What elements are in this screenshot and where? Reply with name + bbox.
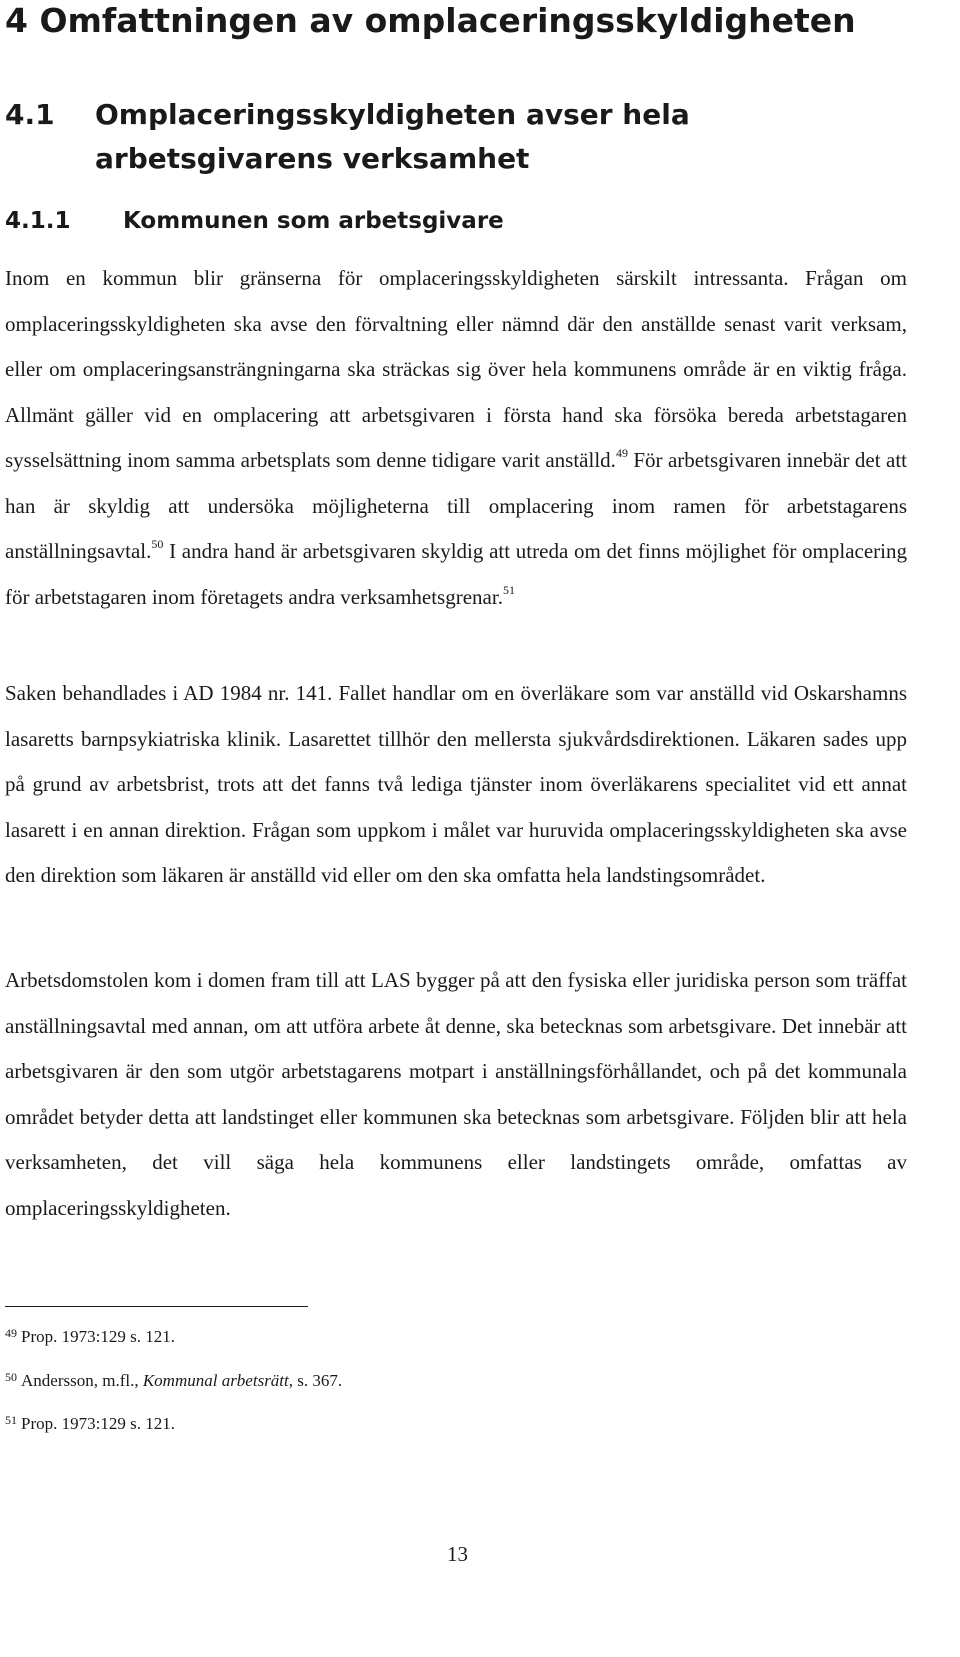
footnote-number: 50 — [5, 1370, 17, 1384]
footnote-ref-49: 49 — [615, 446, 628, 460]
body-paragraph-2: Saken behandlades i AD 1984 nr. 141. Fallet handlar om en överläkare som var anställd vid Oskarshamns lasaretts barnpsykiatriska klinik. Lasarettet tillhör den mellersta sjukvårdsdirektionen. Läkaren sades upp på grund av arbetsbrist, trots att det fanns två lediga tjänster inom överläkarens specialitet vid ett annat lasarett i en annan direktion. Frågan som uppkom i målet var huruvida omplaceringsskyldigheten ska avse den direktion som läkaren är anställd vid eller om den ska omfatta hela landstingsområdet. — [5, 681, 907, 887]
footnote-ref-50: 50 — [151, 537, 164, 551]
footnote-text: Prop. 1973:129 s. 121. — [21, 1327, 175, 1346]
footnote-ref-51: 51 — [502, 582, 515, 597]
chapter-heading: 4 Omfattningen av omplaceringsskyldigheten — [5, 1, 856, 40]
subsection-title: Kommunen som arbetsgivare — [123, 208, 504, 234]
subsection-number: 4.1.1 — [5, 208, 71, 234]
footnote-number: 49 — [5, 1326, 17, 1340]
body-paragraph-3: Arbetsdomstolen kom i domen fram till att LAS bygger på att den fysiska eller juridiska person som träffat anställningsavtal med annan, om att utföra arbete åt denne, ska betecknas som arbetsgivare. Det innebär att arbetsgivaren är den som utgör arbetstagarens motpart i anställningsförhållandet, och på det kommunala området betyder detta att landstinget eller kommunen ska betecknas som arbetsgivare. Följden blir att hela verksamheten, det vill säga hela kommunens eller landstingets område, omfattas av omplaceringsskyldigheten. — [5, 968, 907, 1220]
page-number: 13 — [447, 1542, 468, 1566]
footnote-divider — [5, 1306, 308, 1307]
footnote-number: 51 — [5, 1413, 17, 1427]
footnote-text: , s. 367. — [288, 1371, 343, 1390]
footnote-text: Andersson, m.fl., — [21, 1371, 143, 1390]
footnote-text: Prop. 1973:129 s. 121. — [21, 1414, 175, 1433]
paragraph-text: Inom en kommun blir gränserna för omplaceringsskyldigheten särskilt intressanta. Frågan om omplaceringsskyldigheten ska avse den förvaltning eller nämnd där den anställde senast varit verksam, eller om omplaceringsansträngningarna ska sträckas sig över hela kommunens område är en viktig fråga. Allmänt gäller vid en omplacering att arbetsgivaren i första hand ska försöka bereda arbetstagaren sysselsättning inom samma arbetsplats som denne tidigare varit anställd. — [5, 266, 907, 472]
footnote-book-title: Kommunal arbetsrätt — [142, 1371, 289, 1390]
body-paragraph-1 — [5, 256, 907, 620]
paragraph-text: I andra hand är arbetsgivaren skyldig att utreda om det finns möjlighet för omplacering för arbetstagaren inom företagets andra verksamhetsgrenar. — [5, 539, 907, 609]
section-title: Omplaceringsskyldigheten avser hela arbetsgivarens verksamhet — [95, 98, 690, 175]
section-number: 4.1 — [5, 98, 55, 131]
footnote-50 — [5, 1366, 342, 1392]
paragraph-text: För arbetsgivaren innebär det att han är skyldig att undersöka möjligheterna till omplacering inom ramen för arbetstagarens anställningsavtal. — [5, 448, 907, 563]
footnote-51 — [5, 1409, 175, 1435]
footnote-49 — [5, 1322, 175, 1348]
